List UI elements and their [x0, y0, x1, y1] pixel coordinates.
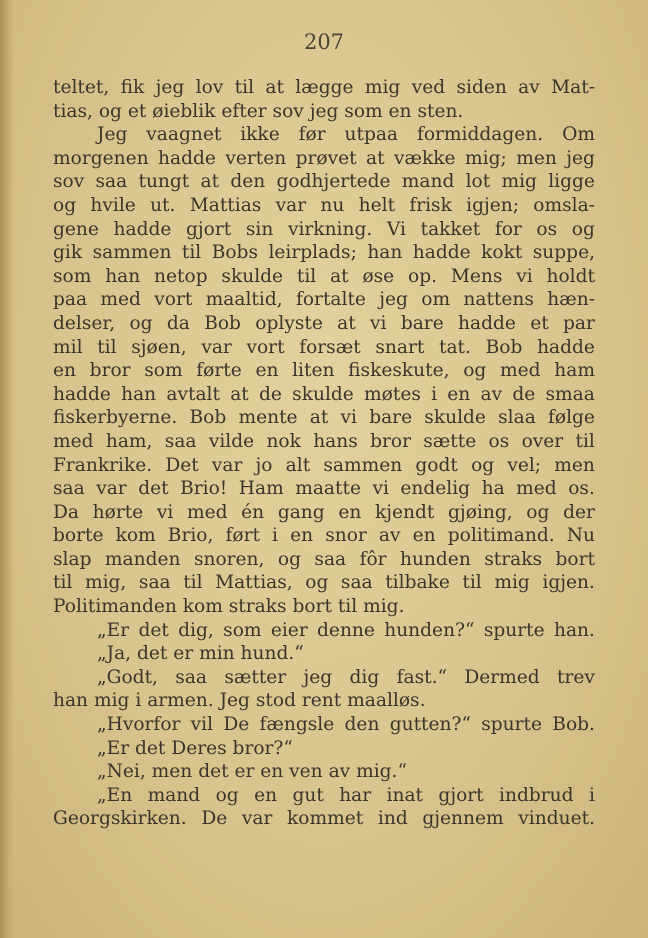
text-line: Jeg vaagnet ikke før utpaa formiddagen. Om — [97, 124, 595, 146]
text-line: „Ja, det er min hund.“ — [97, 643, 304, 665]
text-line: paa med vort maaltid, fortalte jeg om nattens hæn- — [53, 289, 595, 311]
text-line: gik sammen til Bobs leirplads; han hadde kokt suppe, — [53, 242, 595, 264]
text-line: „Er det Deres bror?“ — [97, 737, 293, 759]
page-number: 207 — [303, 30, 345, 54]
text-line: Politimanden kom straks bort til mig. — [53, 596, 405, 618]
text-line: saa var det Brio! Ham maatte vi endelig ha med os. — [53, 478, 595, 500]
text-line: „Hvorfor vil De fængsle den gutten?“ spurte Bob. — [97, 714, 595, 736]
text-line: „En mand og en gut har inat gjort indbrud i — [97, 784, 595, 806]
text-line: hadde han avtalt at de skulde møtes i en av de smaa — [53, 383, 595, 405]
text-line: teltet, fik jeg lov til at lægge mig ved siden av Mat- — [53, 77, 595, 98]
text-line: delser, og da Bob oplyste at vi bare hadde et par — [53, 312, 595, 334]
text-line: Frankrike. Det var jo alt sammen godt og vel; men — [53, 454, 595, 476]
text-line: han mig i armen. Jeg stod rent maalløs. — [53, 690, 426, 712]
text-line: borte kom Brio, ført i en snor av en politimand. Nu — [53, 525, 595, 547]
text-line: gene hadde gjort sin virkning. Vi takket for os og — [53, 218, 595, 240]
text-line: med ham, saa vilde nok hans bror sætte os over til — [53, 430, 595, 452]
text-line: tias, og et øieblik efter sov jeg som en sten. — [53, 100, 464, 122]
text-line: en bror som førte en liten fiskeskute, og med ham — [53, 360, 595, 382]
text-line: sov saa tungt at den godhjertede mand lot mig ligge — [53, 171, 595, 193]
text-line: som han netop skulde til at øse op. Mens vi holdt — [53, 265, 595, 287]
text-line: og hvile ut. Mattias var nu helt frisk igjen; omsla- — [53, 194, 595, 216]
text-line: Da hørte vi med én gang en kjendt gjøing, og der — [53, 501, 595, 523]
text-line: mil til sjøen, var vort forsæt snart tat. Bob hadde — [53, 336, 595, 358]
text-line: „Nei, men det er en ven av mig.“ — [97, 761, 407, 783]
text-line: „Er det dig, som eier denne hunden?“ spurte han. — [97, 619, 595, 641]
text-line: „Godt, saa sætter jeg dig fast.“ Dermed trev — [97, 666, 595, 688]
text-line: fiskerbyerne. Bob mente at vi bare skulde slaa følge — [53, 407, 595, 429]
text-line: til mig, saa til Mattias, og saa tilbake til mig igjen. — [53, 572, 595, 594]
text-line: Georgskirken. De var kommet ind gjennem vinduet. — [53, 808, 595, 830]
body-text — [53, 76, 595, 831]
text-line: morgenen hadde verten prøvet at vække mig; men jeg — [53, 147, 595, 169]
page-binding-edge — [0, 0, 14, 938]
text-line: slap manden snoren, og saa fôr hunden straks bort — [53, 548, 595, 570]
